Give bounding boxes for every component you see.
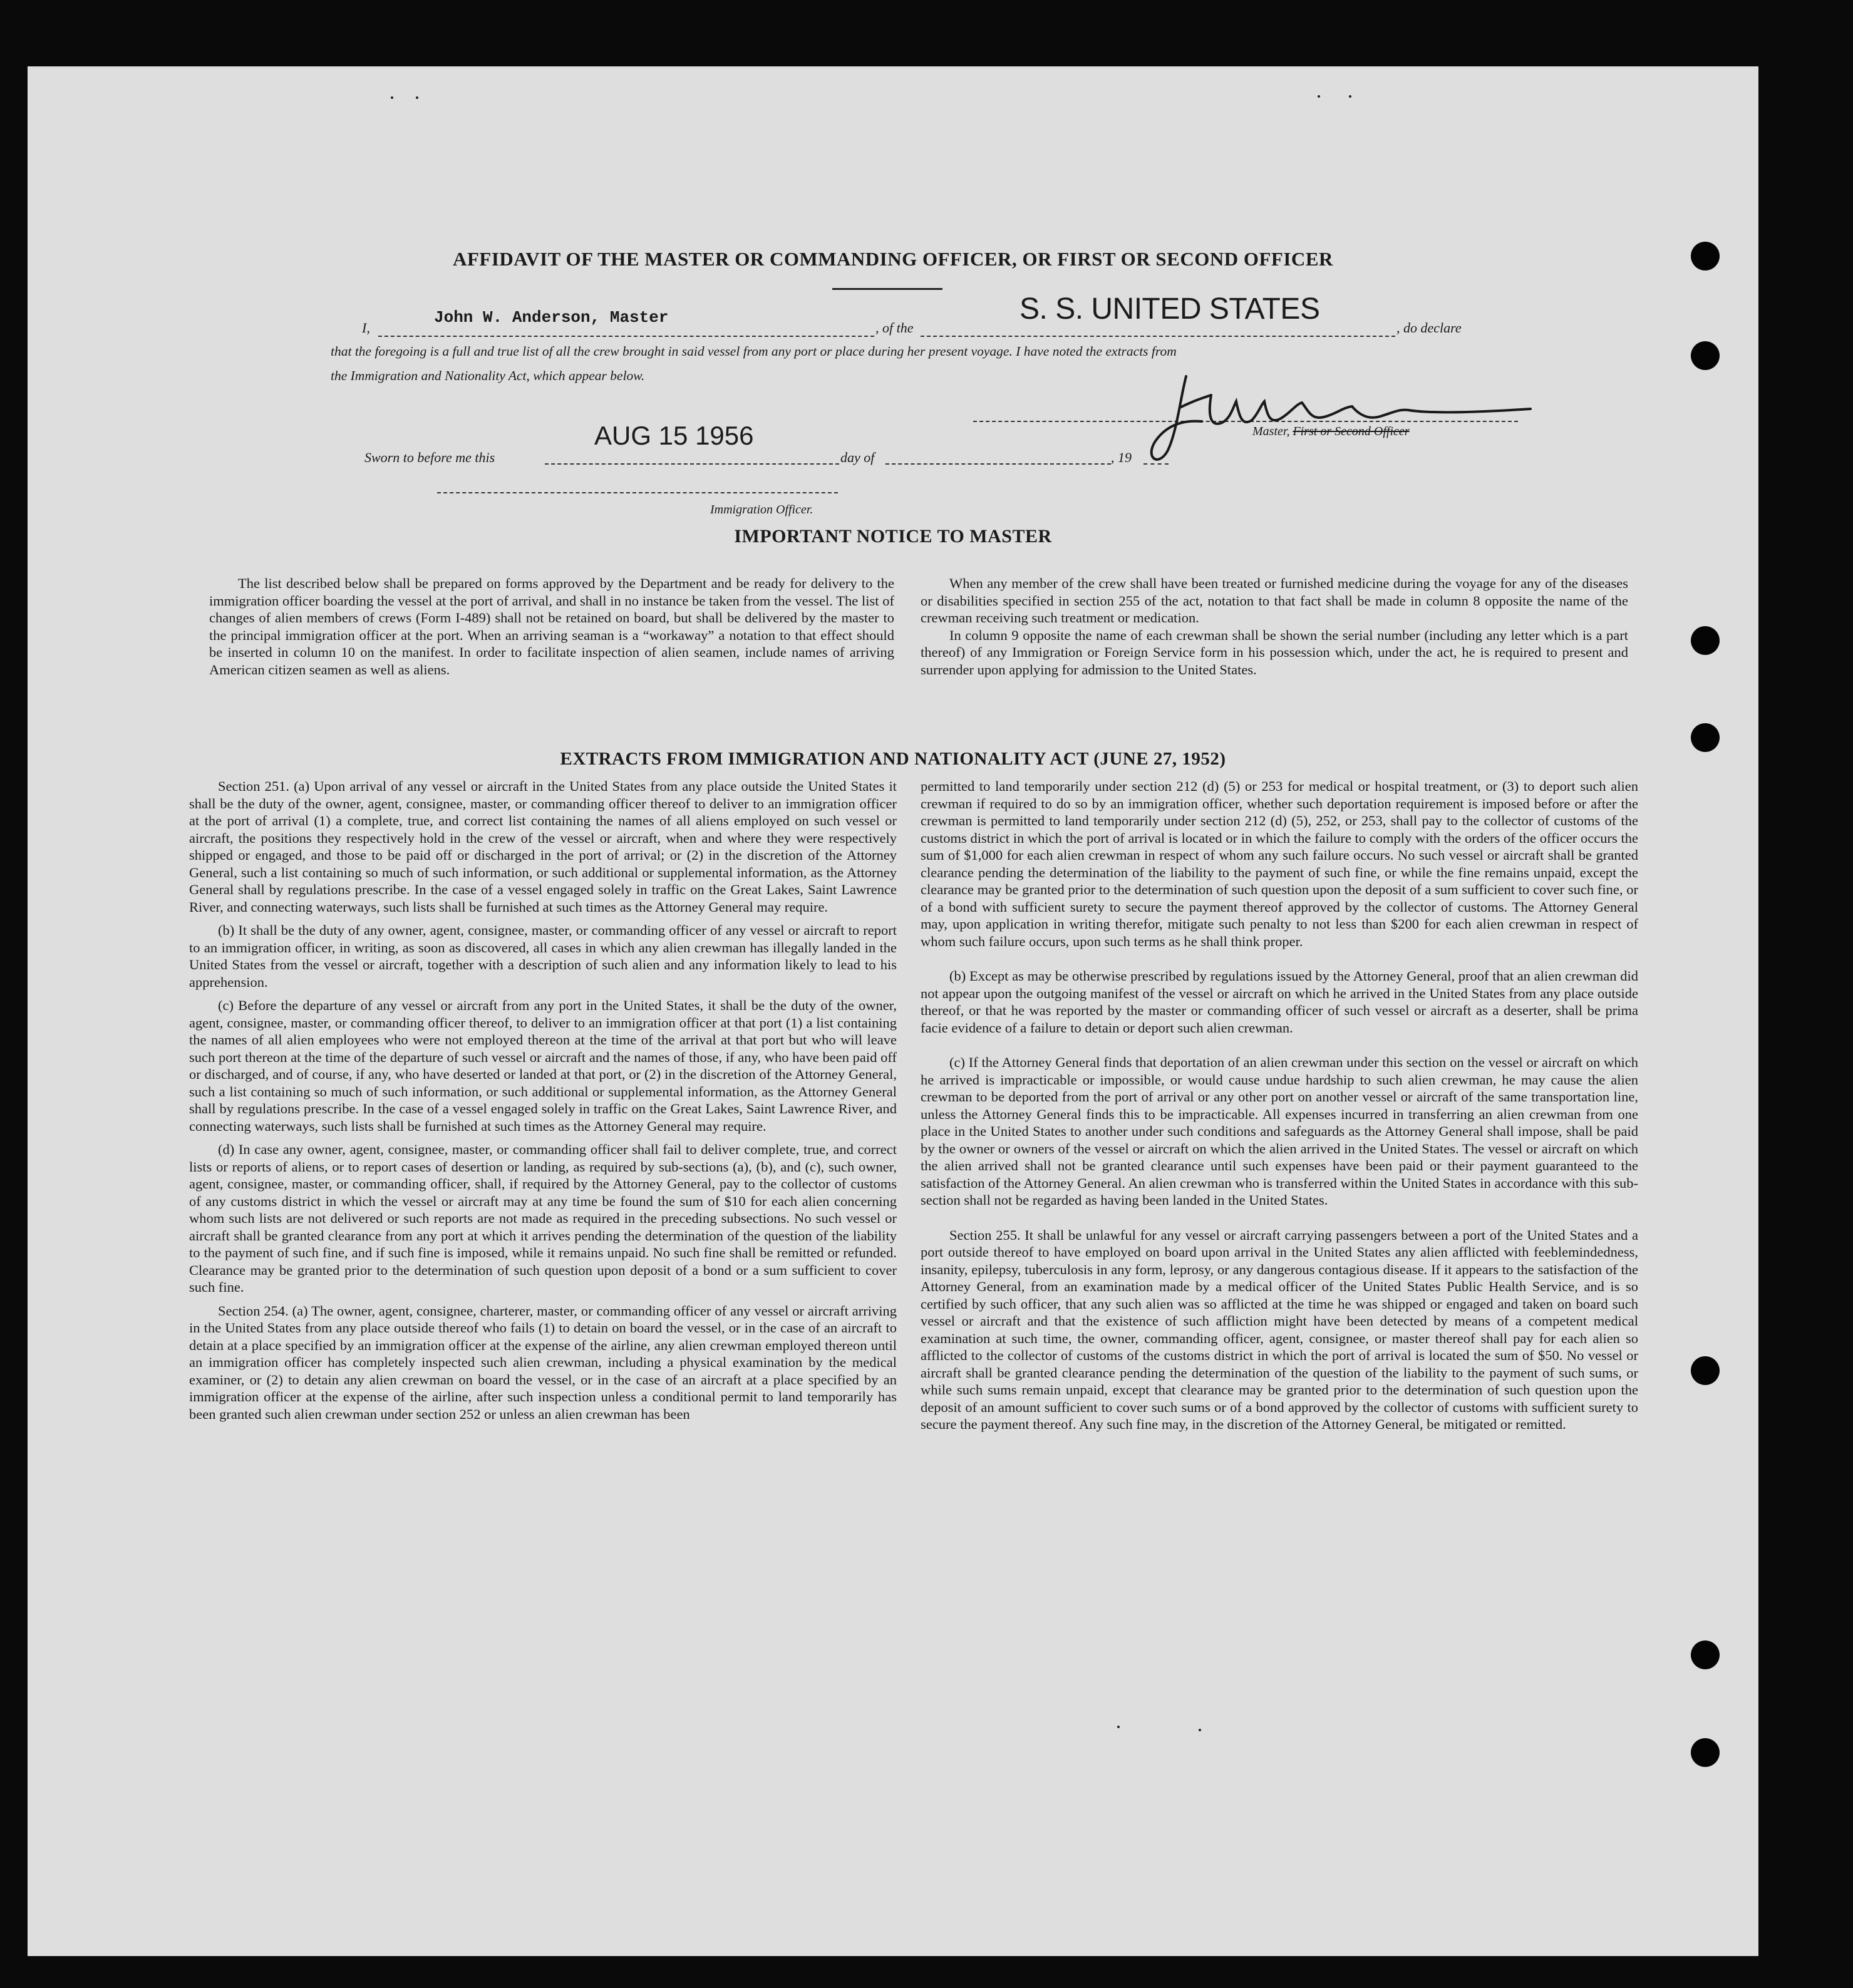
master-signature bbox=[1142, 364, 1543, 470]
statute-paragraph: Section 254. (a) The owner, agent, consignee, charterer, master, or commanding officer of any vessel or aircraft arriving in the United States from any place outside thereof who fails (1) to detain on board the vessel, or in the case of an aircraft to detain at a place specified by an immigration officer at the expense of the airline, any alien crewman employed thereon until an immigration officer has completely inspected such alien crewman, including a physical examination by the medical examiner, or (2) to detain any alien crewman on board the vessel, or in the case of an aircraft at a place specified by an immigration officer at the expense of the airline, after such inspection unless a conditional permit to land temporarily has been granted such alien crewman under section 252 or unless an alien crewman has been bbox=[189, 1302, 897, 1422]
notice-left-column bbox=[209, 575, 894, 684]
punch-hole bbox=[1691, 1356, 1720, 1385]
year-label: , 19 bbox=[1111, 450, 1132, 465]
notice-paragraph: The list described below shall be prepared on forms approved by the Department and be ready for delivery to the immigration officer boarding the vessel at the port of arrival, and shall in no instance be taken from the vessel. The list of changes of alien members of crews (Form I-489) shall not be retained on board, but shall be delivered by the master to the principal immigration officer at the port. When an arriving seaman is a “workaway” a notation to that effect should be inserted in column 10 on the manifest. In order to facilitate inspection of alien seamen, include names of arriving American citizen seamen as well as aliens. bbox=[209, 575, 894, 677]
sworn-date-stamp: AUG 15 1956 bbox=[594, 421, 754, 450]
extracts-title: EXTRACTS FROM IMMIGRATION AND NATIONALITY ACT (JUNE 27, 1952) bbox=[560, 749, 1226, 769]
punch-hole bbox=[1691, 242, 1720, 270]
punch-hole bbox=[1691, 1738, 1720, 1767]
notice-paragraph: In column 9 opposite the name of each crewman shall be shown the serial number (including any letter which is a part thereof) of any Immigration or Foreign Service form in his possession which, under the act, he is required to present and surrender upon applying for admission to the United States. bbox=[921, 627, 1628, 677]
statute-paragraph: (c) If the Attorney General finds that deportation of an alien crewman under this section on the vessel or aircraft on which he arrived is impracticable or impossible, or would cause undue hardship to such alien crewman, he may cause the alien crewman to be deported from the port of arrival or any other port on another vessel or aircraft of the same transportation line, unless the Attorney General finds this to be impracticable. All expenses incurred in transferring an alien crewman from one place in the United States to another under such conditions and safeguards as the Attorney General shall impose, shall be paid by the owner or owners of the vessel or aircraft on which the alien arrived in the United States. The vessel or aircraft on which the alien arrived shall not be granted clearance until such expenses have been paid or their payment guaranteed to the satisfaction of the Attorney General. An alien crewman who is transferred within the United States in accordance with this sub-section shall not be regarded as having been landed in the United States. bbox=[921, 1054, 1638, 1208]
punch-hole bbox=[1691, 626, 1720, 655]
statute-paragraph: Section 251. (a) Upon arrival of any vessel or aircraft in the United States from any place outside the United States it shall be the duty of the owner, agent, consignee, master, or commanding officer thereof to deliver to an immigration officer at the port of arrival (1) a complete, true, and correct list containing the names of all aliens employed on such vessel or aircraft, the positions they respectively hold in the crew of the vessel or aircraft, when and where they were respectively shipped or engaged, and those to be paid off or discharged in the port of arrival; or (2) in the discretion of the Attorney General, such a list containing so much of such information, or such additional or supplemental information, as the Attorney General shall by regulations prescribe. In the case of a vessel engaged solely in traffic on the Great Lakes, Saint Lawrence River, and connecting waterways, such lists shall be furnished at such times as the Attorney General may require. bbox=[189, 778, 897, 915]
caption-master: Master, bbox=[1252, 425, 1290, 438]
statute-paragraph: (b) Except as may be otherwise prescribed by regulations issued by the Attorney General, proof that an alien crewman did not appear upon the outgoing manifest of the vessel or aircraft on which he arrived in the United States from any place outside thereof, or that he was reported by the master or commanding officer of such vessel or aircraft as a deserter, shall be prima facie evidence of a failure to detain or deport such alien crewman. bbox=[921, 968, 1638, 1036]
vessel-name: S. S. UNITED STATES bbox=[1019, 292, 1320, 326]
notice-title: IMPORTANT NOTICE TO MASTER bbox=[734, 526, 1052, 547]
caption-struck: First or Second Officer bbox=[1293, 425, 1410, 438]
signature-caption bbox=[1252, 425, 1410, 439]
notice-paragraph: When any member of the crew shall have been treated or furnished medicine during the voyage for any of the diseases or disabilities specified in section 255 of the act, notation to that fact shall be made in column 8 opposite the name of the crewman receiving such treatment or medication. bbox=[921, 575, 1628, 626]
document-page bbox=[28, 66, 1758, 1956]
statute-paragraph: (c) Before the departure of any vessel or aircraft from any port in the United States, it shall be the duty of the owner, agent, consignee, master, or commanding officer thereof, to deliver to an immigration officer at that port (1) a list containing the names of all alien employees who were not employed thereon at the time of the arrival at that port but who will leave such port thereon at the time of the departure of such vessel or aircraft and the names of those, if any, who have been paid off or discharged, and of course, if any, who have deserted or landed at that port, or (2) in the discretion of the Attorney General, such a list containing so much of such information, or such additional or supplemental information, as the Attorney General shall by regulations prescribe. In the case of a vessel engaged solely in traffic on the Great Lakes, Saint Lawrence River, and connecting waterways, such lists shall be furnished at such times as the Attorney General may require. bbox=[189, 997, 897, 1134]
statute-paragraph: (d) In case any owner, agent, consignee, master, or commanding officer shall fail to deliver complete, true, and correct lists or reports of aliens, or to report cases of desertion or landing, as required by sub-sections (a), (b), and (c), such owner, agent, consignee, master, or commanding officer, shall, if required by the Attorney General, pay to the collector of customs of any customs district in which the vessel or aircraft may at any time be found the sum of $10 for each alien concerning whom such lists are not delivered or such reports are not made as required in the preceding subsections. No such vessel or aircraft shall be granted clearance from any port at which it arrives pending the determination of the question of the liability to the payment of such fine, and if such fine is imposed, while it remains unpaid. No such fine shall be remitted or refunded. Clearance may be granted prior to the determination of such question upon deposit of a bond or a sum sufficient to cover such fine. bbox=[189, 1141, 897, 1295]
punch-hole bbox=[1691, 723, 1720, 752]
declaration-line-1: that the foregoing is a full and true list of all the crew brought in said vessel from any port or place during her present voyage. I have noted the extracts from bbox=[331, 344, 1177, 359]
statute-paragraph: permitted to land temporarily under section 212 (d) (5) or 253 for medical or hospital treatment, or (3) to deport such alien crewman if required to do so by an immigration officer, whether such deportation requirement is imposed before or after the crewman is permitted to land temporarily under section 212 (d) (5), 252, or 253, shall pay to the collector of customs of the customs district in which the port of arrival is located or in which the failure to comply with the orders of the officer occurs the sum of $1,000 for each alien crewman in respect of whom any such failure occurs. No such vessel or aircraft shall be granted clearance pending the determination of the liability to the payment of such fine, or while the fine remains unpaid, except the clearance may be granted prior to the determination of such question upon the deposit of a sum sufficient to cover such fine, or of a bond with sufficient surety to secure the payment thereof approved by the collector of customs. The Attorney General may, upon application in writing therefor, mitigate such penalty to not less than $200 for each alien crewman in respect of whom such failure occurs, upon such terms as he shall think proper. bbox=[921, 778, 1638, 949]
do-declare-label: , do declare bbox=[1396, 320, 1462, 336]
notice-right-column bbox=[921, 575, 1628, 684]
extracts-right-column bbox=[921, 778, 1638, 1439]
sworn-label: Sworn to before me this bbox=[364, 450, 495, 465]
day-of-label: day of bbox=[840, 450, 875, 465]
month-line bbox=[885, 445, 1111, 465]
punch-hole bbox=[1691, 1640, 1720, 1669]
immigration-officer-line bbox=[437, 487, 838, 493]
year-line bbox=[1143, 445, 1169, 465]
punch-hole bbox=[1691, 341, 1720, 370]
title-rule bbox=[832, 288, 942, 290]
i-label: I, bbox=[362, 320, 370, 336]
master-name: John W. Anderson, Master bbox=[434, 308, 669, 327]
statute-paragraph: (b) It shall be the duty of any owner, agent, consignee, master, or commanding officer of any vessel or aircraft to report to an immigration officer, in writing, as soon as discovered, all cases in which any alien crewman has illegally landed in the United States from the vessel or aircraft, together with a description of such alien and any information likely to lead to his apprehension. bbox=[189, 922, 897, 990]
immigration-officer-label: Immigration Officer. bbox=[710, 503, 813, 517]
of-the-label: , of the bbox=[875, 320, 914, 336]
declaration-line-2: the Immigration and Nationality Act, which appear below. bbox=[331, 368, 645, 383]
extracts-left-column bbox=[189, 778, 897, 1429]
statute-paragraph: Section 255. It shall be unlawful for any vessel or aircraft carrying passengers between a port of the United States and a port outside thereof to have employed on board upon arrival in the United States any alien afflicted with feeblemindedness, insanity, epilepsy, tuberculosis in any form, leprosy, or any dangerous contagious disease. If it appears to the satisfaction of the Attorney General, from an examination made by a medical officer of the United States Public Health Service, and is so certified by such officer, that any such alien was so afflicted at the time he was shipped or engaged and taken on board such vessel or aircraft and that the existence of such affliction might have been detected by means of a competent medical examination at such time, the owner, commanding officer, agent, consignee, or master thereof shall pay for each alien so afflicted to the collector of customs of the customs district in which the port of arrival is located the sum of $50. No vessel or aircraft shall be granted clearance pending the determination of the question of the liability to the payment of such sums, or while such sums remain unpaid, except that clearance may be granted prior to the determination of such question upon the deposit of an amount sufficient to cover such sums or of a bond approved by the collector of customs with sufficient surety to secure the payment thereof. Any such fine may, in the discretion of the Attorney General, be mitigated or remitted. bbox=[921, 1227, 1638, 1432]
affidavit-title: AFFIDAVIT OF THE MASTER OR COMMANDING OFFICER, OR FIRST OR SECOND OFFICER bbox=[453, 248, 1333, 270]
